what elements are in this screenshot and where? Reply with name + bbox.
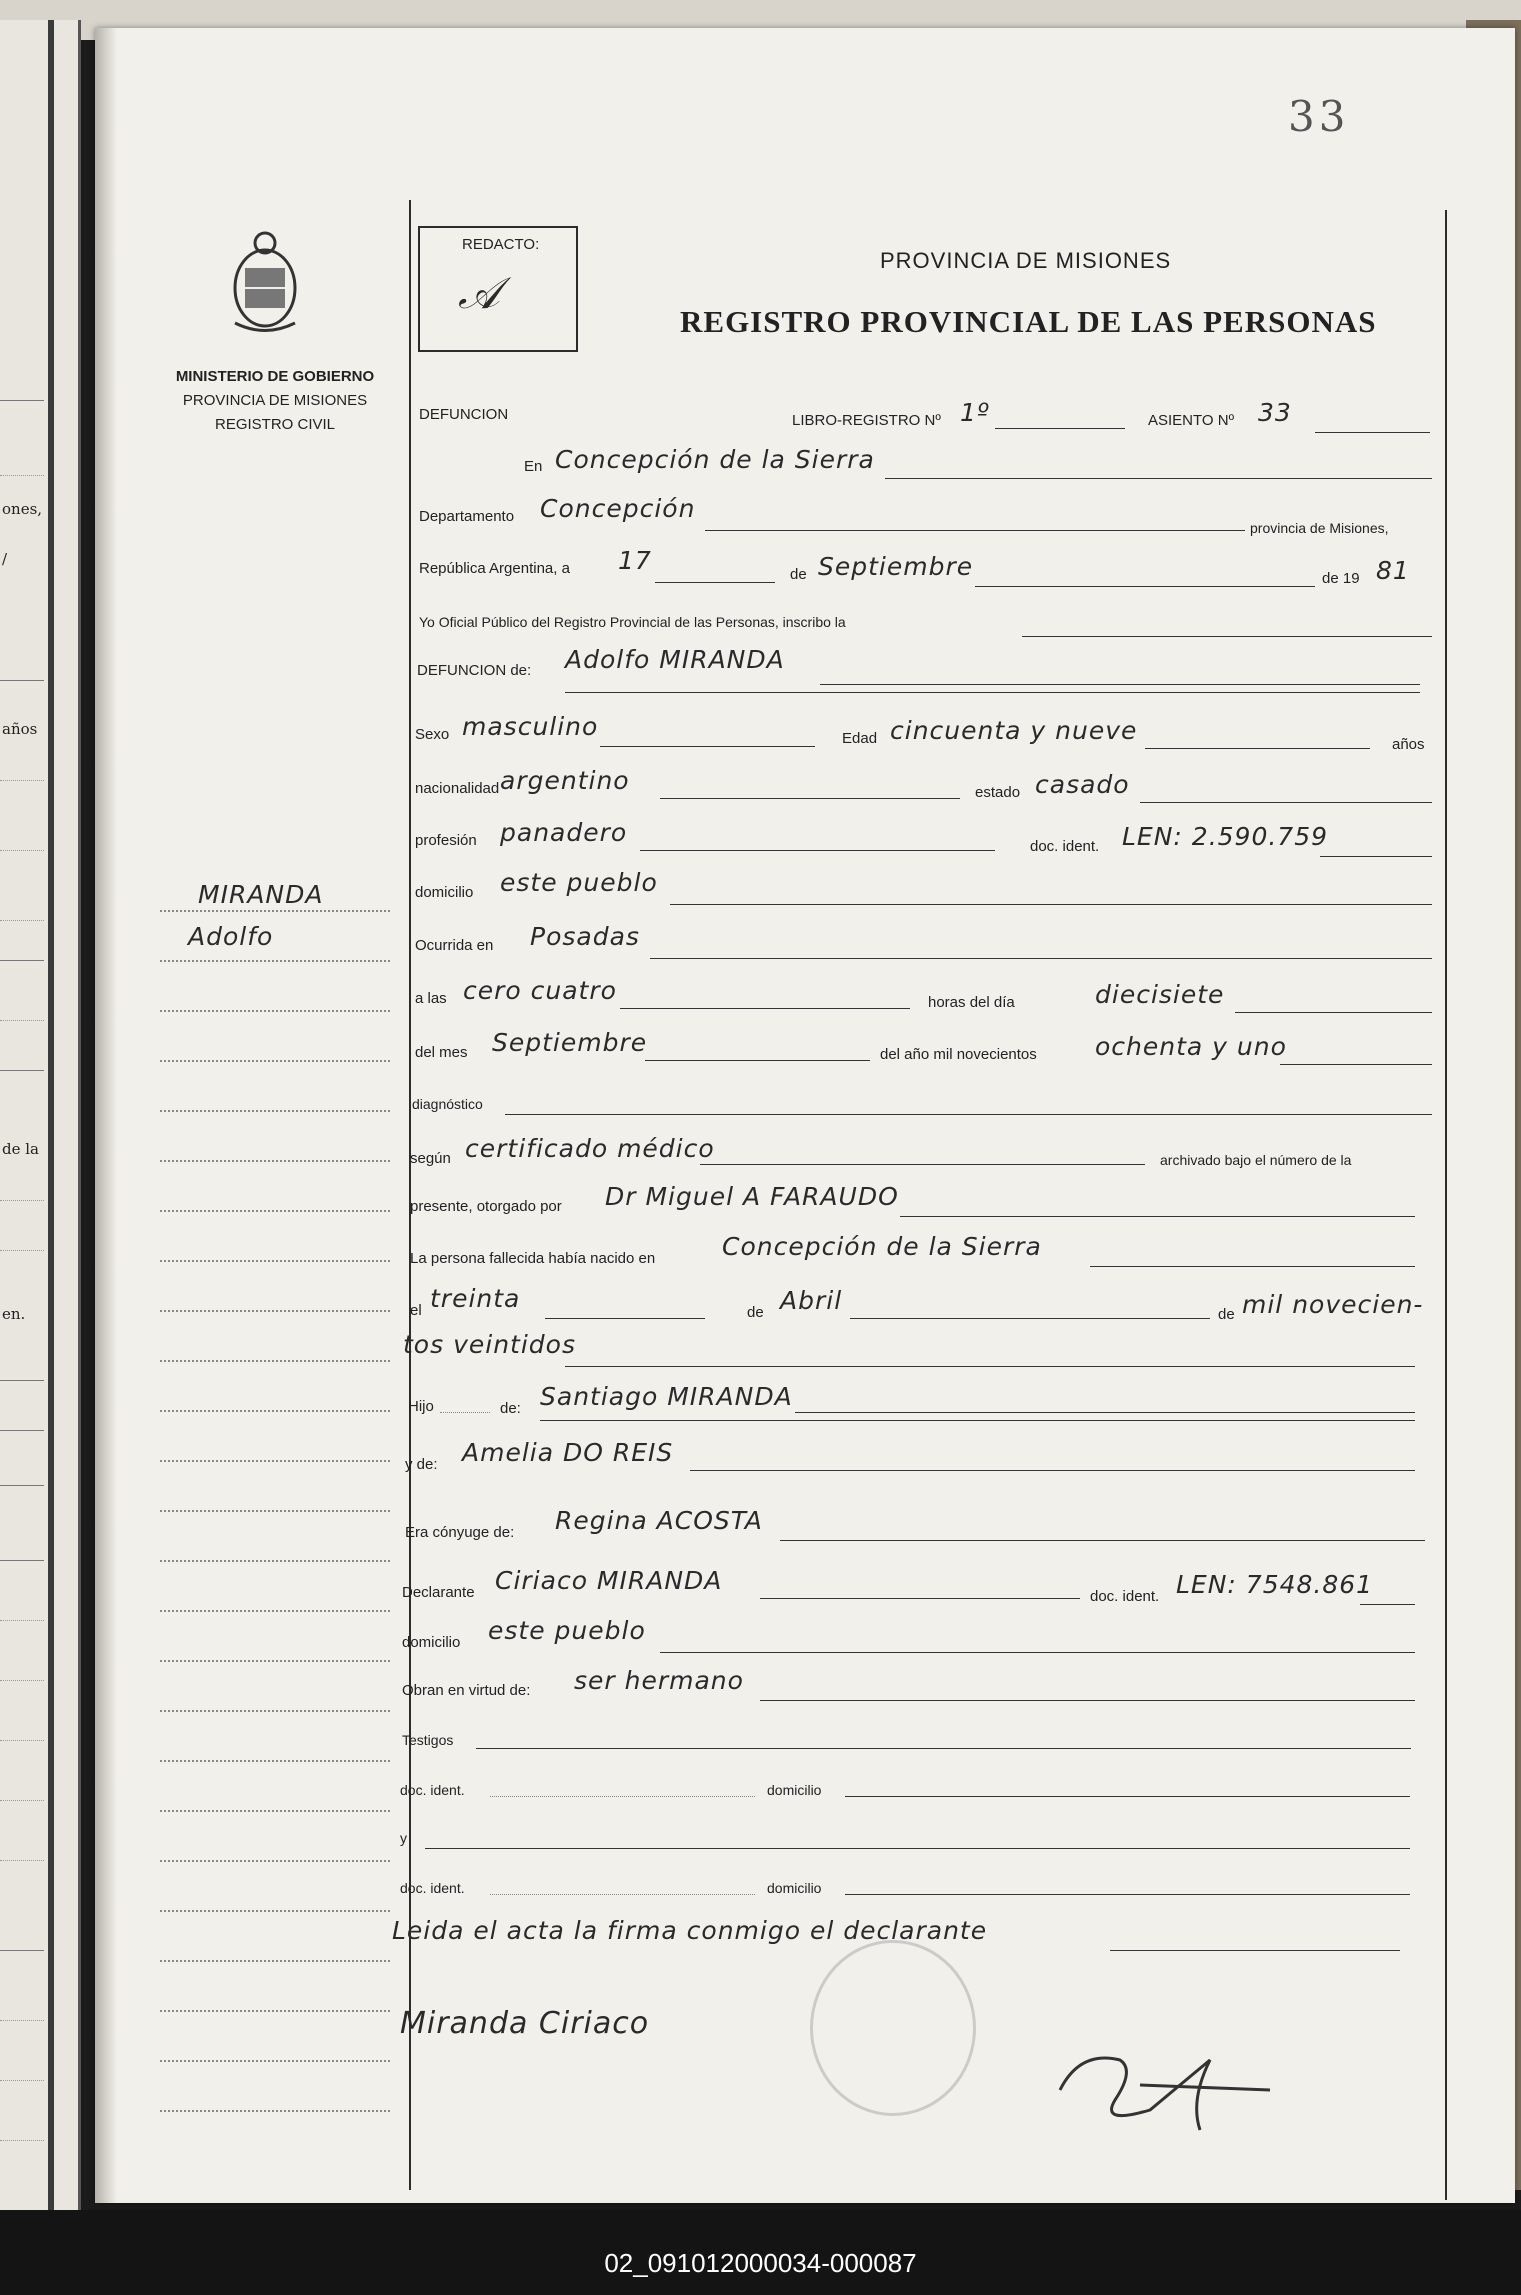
- margin-dotted-rule: [160, 960, 390, 962]
- left-rule: [0, 1485, 44, 1486]
- left-dotted-rule: [0, 2080, 44, 2081]
- redacto-label: REDACTO:: [462, 236, 540, 253]
- defuncion-header-label: DEFUNCION: [419, 406, 509, 423]
- left-rule: [0, 1950, 44, 1951]
- nac-dia-underline: [545, 1318, 705, 1319]
- register-page: [95, 28, 1515, 2203]
- nacido-value: Concepción de la Sierra: [722, 1232, 1042, 1261]
- nacido-underline: [1090, 1266, 1415, 1267]
- declarante-label: Declarante: [402, 1584, 475, 1601]
- nac-anio-underline: [565, 1366, 1415, 1367]
- nacionalidad-value: argentino: [500, 766, 630, 795]
- estado-value: casado: [1035, 770, 1130, 799]
- margin-dotted-rule: [160, 1860, 390, 1862]
- archivado-label: archivado bajo el número de la: [1160, 1152, 1352, 1168]
- ministry-block: [150, 365, 400, 437]
- docident-label: doc. ident.: [1030, 838, 1100, 855]
- nacionalidad-label: nacionalidad: [415, 780, 500, 797]
- left-dotted-rule: [0, 1620, 44, 1621]
- lugar-underline: [885, 478, 1432, 479]
- province-title: PROVINCIA DE MISIONES: [880, 248, 1172, 273]
- en-label: En: [524, 458, 543, 475]
- ministry-registry: REGISTRO CIVIL: [214, 416, 336, 433]
- departamento-label: Departamento: [419, 508, 515, 525]
- fallecido-value: Adolfo MIRANDA: [565, 645, 785, 674]
- page-number: 33: [1288, 92, 1350, 141]
- margin-dotted-rule: [160, 1510, 390, 1512]
- registry-title: REGISTRO PROVINCIAL DE LAS PERSONAS: [680, 304, 1377, 339]
- left-text-fragment: /: [2, 550, 8, 568]
- obran-label: Obran en virtud de:: [402, 1682, 531, 1699]
- oficial-underline: [1022, 636, 1432, 637]
- left-rule: [0, 680, 44, 681]
- left-rule: [0, 1430, 44, 1431]
- ministry-name: MINISTERIO DE GOBIERNO: [175, 368, 375, 385]
- footer-image-id: 02_091012000034-000087: [604, 2248, 917, 2278]
- domicilio-label: domicilio: [415, 884, 474, 901]
- margin-dotted-rule: [160, 2010, 390, 2012]
- margin-dotted-rule: [160, 910, 390, 912]
- margin-dotted-rule: [160, 1260, 390, 1262]
- diagnostico-label: diagnóstico: [412, 1096, 483, 1112]
- official-seal-stamp: [810, 1940, 976, 2116]
- left-dotted-rule: [0, 1860, 44, 1861]
- ocurrida-underline: [650, 958, 1432, 959]
- decl-doc-label: doc. ident.: [1090, 1588, 1160, 1605]
- padre-value: Santiago MIRANDA: [540, 1382, 793, 1411]
- asiento-label: ASIENTO Nº: [1148, 412, 1235, 429]
- presente-value: Dr Miguel A FARAUDO: [605, 1182, 899, 1211]
- page-gutter-shadow: [95, 28, 117, 2203]
- coat-of-arms-icon: [220, 228, 310, 340]
- margin-dotted-rule: [160, 2110, 390, 2112]
- margin-dotted-rule: [160, 2060, 390, 2062]
- margin-dotted-rule: [160, 1810, 390, 1812]
- docident-underline: [1320, 856, 1432, 857]
- lugar-value: Concepción de la Sierra: [555, 445, 875, 474]
- edad-value: cincuenta y nueve: [890, 716, 1138, 745]
- left-rule: [0, 400, 44, 401]
- margin-dotted-rule: [160, 1410, 390, 1412]
- ocurrida-value: Posadas: [530, 922, 640, 951]
- margin-dotted-rule: [160, 1710, 390, 1712]
- hijo-de-label: de:: [500, 1400, 521, 1417]
- padre-underline-2: [540, 1420, 1415, 1421]
- nac-de-label: de: [747, 1304, 764, 1321]
- ministry-province: PROVINCIA DE MISIONES: [182, 392, 368, 409]
- t1-doc-dotted-rule: [490, 1796, 755, 1797]
- horas-underline: [620, 1008, 910, 1009]
- libro-label: LIBRO-REGISTRO Nº: [792, 412, 941, 429]
- t2-dom-underline: [845, 1894, 1410, 1895]
- asiento-underline: [1315, 432, 1430, 433]
- presente-underline: [900, 1216, 1415, 1217]
- dia-value: 17: [618, 546, 652, 575]
- nacido-label: La persona fallecida había nacido en: [410, 1250, 656, 1267]
- margin-dotted-rule: [160, 1210, 390, 1212]
- libro-value: 1º: [960, 398, 990, 427]
- nac-anio-value: mil novecien-: [1242, 1290, 1424, 1319]
- left-text-fragment: de la: [2, 1140, 39, 1158]
- t2-doc-dotted-rule: [490, 1894, 755, 1895]
- yde-label: y de:: [405, 1456, 438, 1473]
- margin-dotted-rule: [160, 1460, 390, 1462]
- left-rule: [0, 1070, 44, 1071]
- domicilio-value: este pueblo: [500, 868, 658, 897]
- declarante-underline: [760, 1598, 1080, 1599]
- left-dotted-rule: [0, 1680, 44, 1681]
- margin-dotted-rule: [160, 1310, 390, 1312]
- fallecido-underline: [820, 684, 1420, 685]
- obran-value: ser hermano: [574, 1666, 744, 1695]
- dia-underline: [655, 582, 775, 583]
- provincia-suffix: provincia de Misiones,: [1250, 520, 1389, 536]
- redacto-initials: 𝒜: [458, 268, 501, 319]
- official-signature: [1040, 2030, 1280, 2140]
- t1-doc-label: doc. ident.: [400, 1782, 465, 1798]
- horas-value: cero cuatro: [463, 976, 617, 1005]
- decl-dom-label: domicilio: [402, 1634, 461, 1651]
- anio-label: de 19: [1322, 570, 1360, 587]
- left-dotted-rule: [0, 1800, 44, 1801]
- ocurrida-label: Ocurrida en: [415, 937, 494, 954]
- anio2-underline: [1280, 1064, 1432, 1065]
- mes-value: Septiembre: [818, 552, 974, 581]
- y-label: y: [400, 1830, 407, 1846]
- conyuge-value: Regina ACOSTA: [555, 1506, 763, 1535]
- left-dotted-rule: [0, 1200, 44, 1201]
- obran-underline: [760, 1700, 1415, 1701]
- fallecido-underline-2: [565, 692, 1420, 693]
- closing-text: Leida el acta la firma conmigo el declarante: [392, 1916, 988, 1945]
- left-text-fragment: ones,: [2, 500, 43, 518]
- decl-doc-value: LEN: 7548.861: [1176, 1570, 1374, 1599]
- left-rule: [0, 1380, 44, 1381]
- left-dotted-rule: [0, 2020, 44, 2021]
- decl-dom-underline: [660, 1652, 1415, 1653]
- estado-underline: [1140, 802, 1432, 803]
- hijo-label: Hijo: [408, 1398, 434, 1415]
- el-label: el: [410, 1302, 422, 1319]
- de-label: de: [790, 566, 807, 583]
- profesion-underline: [640, 850, 995, 851]
- testigos-label: Testigos: [402, 1732, 454, 1748]
- decl-dom-value: este pueblo: [488, 1616, 646, 1645]
- delmes-label: del mes: [415, 1044, 468, 1061]
- conyuge-underline: [780, 1540, 1425, 1541]
- redacto-box: [418, 226, 578, 352]
- edad-label: Edad: [842, 730, 878, 747]
- dia2-value: diecisiete: [1095, 980, 1225, 1009]
- segun-label: según: [410, 1150, 451, 1167]
- margin-dotted-rule: [160, 1660, 390, 1662]
- nac-mes-underline: [850, 1318, 1210, 1319]
- left-dotted-rule: [0, 780, 44, 781]
- nac-dia-value: treinta: [430, 1284, 521, 1313]
- defuncion-de-label: DEFUNCION de:: [417, 662, 532, 679]
- conyuge-label: Era cónyuge de:: [405, 1524, 515, 1541]
- margin-dotted-rule: [160, 1960, 390, 1962]
- left-dotted-rule: [0, 1250, 44, 1251]
- testigos-underline: [476, 1748, 1411, 1749]
- left-dotted-rule: [0, 850, 44, 851]
- departamento-value: Concepción: [540, 494, 696, 523]
- margin-dotted-rule: [160, 1910, 390, 1912]
- alas-label: a las: [415, 990, 447, 1007]
- t2-doc-label: doc. ident.: [400, 1880, 465, 1896]
- sexo-value: masculino: [462, 712, 599, 741]
- libro-underline: [995, 428, 1125, 429]
- anios-label: años: [1392, 736, 1425, 753]
- hijo-dotted-rule: [440, 1412, 490, 1413]
- departamento-underline: [705, 530, 1245, 531]
- mes-underline: [975, 586, 1315, 587]
- profesion-value: panadero: [500, 818, 628, 847]
- decl-doc-underline: [1360, 1604, 1415, 1605]
- edad-underline: [1145, 748, 1370, 749]
- margin-dotted-rule: [160, 1160, 390, 1162]
- t1-dom-label: domicilio: [767, 1782, 822, 1798]
- margin-note-surname: MIRANDA: [198, 880, 324, 909]
- left-rule: [0, 1560, 44, 1561]
- estado-label: estado: [975, 784, 1021, 801]
- delanio-label: del año mil novecientos: [880, 1046, 1037, 1063]
- left-dotted-rule: [0, 475, 44, 476]
- y-underline: [425, 1848, 1410, 1849]
- horas-label: horas del día: [928, 994, 1015, 1011]
- anio-value: 81: [1376, 556, 1410, 585]
- presente-label: presente, otorgado por: [410, 1198, 562, 1215]
- nac-mes-value: Abril: [780, 1286, 843, 1315]
- domicilio-underline: [670, 904, 1432, 905]
- asiento-value: 33: [1258, 398, 1292, 427]
- left-rule: [0, 960, 44, 961]
- nac-de2-label: de: [1218, 1306, 1235, 1323]
- oficial-text: Yo Oficial Público del Registro Provincial de las Personas, inscribo la: [419, 614, 846, 630]
- left-page-fragment: [0, 20, 81, 2210]
- margin-dotted-rule: [160, 1360, 390, 1362]
- margin-dotted-rule: [160, 1010, 390, 1012]
- anio2-value: ochenta y uno: [1095, 1032, 1287, 1061]
- margin-dotted-rule: [160, 1760, 390, 1762]
- sexo-underline: [600, 746, 815, 747]
- t2-dom-label: domicilio: [767, 1880, 822, 1896]
- nacionalidad-underline: [660, 798, 960, 799]
- left-dotted-rule: [0, 920, 44, 921]
- margin-dotted-rule: [160, 1560, 390, 1562]
- docident-value: LEN: 2.590.759: [1122, 822, 1329, 851]
- left-dotted-rule: [0, 1740, 44, 1741]
- segun-underline: [700, 1164, 1145, 1165]
- padre-underline: [795, 1412, 1415, 1413]
- declarante-signature: Miranda Ciriaco: [400, 2006, 650, 2041]
- left-dotted-rule: [0, 2140, 44, 2141]
- left-text-fragment: años: [2, 720, 38, 738]
- madre-value: Amelia DO REIS: [462, 1438, 674, 1467]
- mes2-underline: [645, 1060, 870, 1061]
- madre-underline: [690, 1470, 1415, 1471]
- nac-anio-continuation: tos veintidos: [403, 1330, 576, 1359]
- closing-underline: [1110, 1950, 1400, 1951]
- margin-dotted-rule: [160, 1110, 390, 1112]
- left-dotted-rule: [0, 1020, 44, 1021]
- left-text-fragment: en.: [2, 1305, 26, 1323]
- margin-dotted-rule: [160, 1060, 390, 1062]
- declarante-value: Ciriaco MIRANDA: [495, 1566, 723, 1595]
- segun-value: certificado médico: [465, 1134, 715, 1163]
- t1-dom-underline: [845, 1796, 1410, 1797]
- mes2-value: Septiembre: [492, 1028, 648, 1057]
- dia2-underline: [1235, 1012, 1432, 1013]
- sexo-label: Sexo: [415, 726, 450, 743]
- republica-label: República Argentina, a: [419, 560, 570, 577]
- margin-note-given-name: Adolfo: [188, 922, 274, 951]
- right-border-rule: [1445, 210, 1447, 2200]
- margin-dotted-rule: [160, 1610, 390, 1612]
- page-binding: [48, 20, 54, 2210]
- profesion-label: profesión: [415, 832, 477, 849]
- diagnostico-underline: [505, 1114, 1432, 1115]
